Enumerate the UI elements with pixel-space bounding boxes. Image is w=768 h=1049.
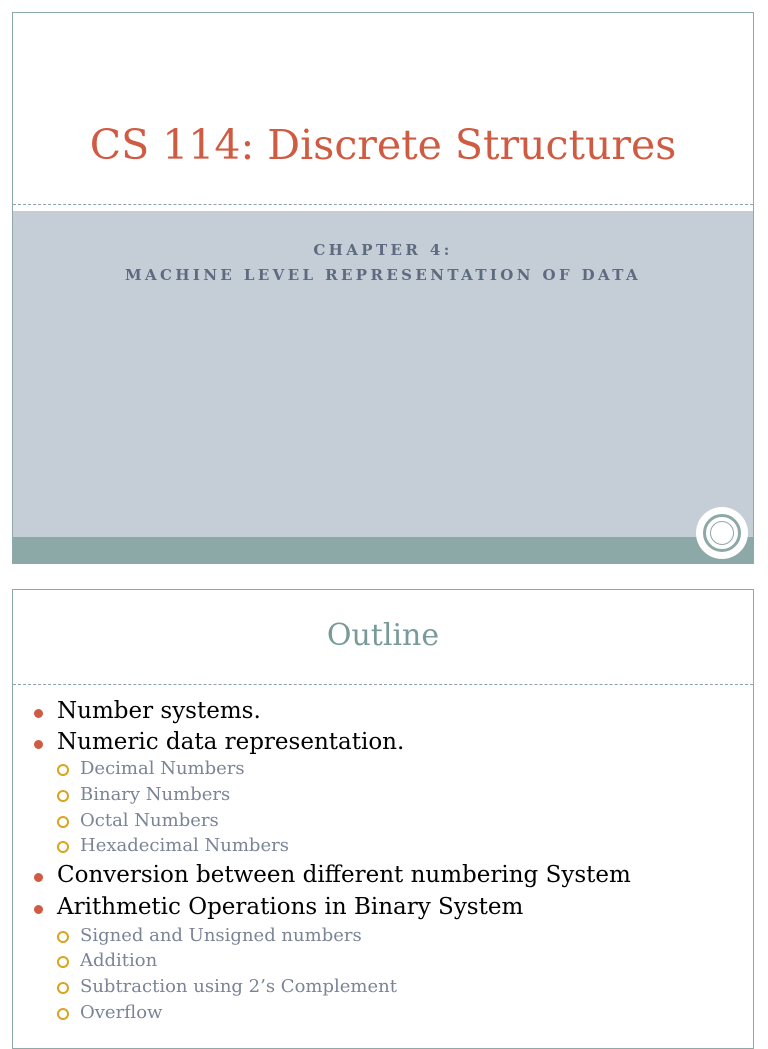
outline-item: Number systems. [57, 698, 261, 724]
title-slide [12, 12, 754, 564]
outline-item: Arithmetic Operations in Binary System [57, 894, 524, 920]
dashed-divider [13, 684, 753, 685]
outline-item: Numeric data representation. [57, 729, 405, 755]
chapter-label: CHAPTER 4: [313, 241, 453, 259]
outline-item: Conversion between different numbering System [57, 862, 631, 888]
outline-subitem: Binary Numbers [80, 784, 231, 805]
outline-subitem: Subtraction using 2’s Complement [80, 976, 397, 997]
outline-subitem: Overflow [80, 1002, 163, 1023]
subtitle-band [13, 211, 753, 537]
outline-subitem: Hexadecimal Numbers [80, 835, 289, 856]
outline-subitem: Decimal Numbers [80, 758, 245, 779]
footer-band [13, 537, 753, 564]
outline-subitem: Octal Numbers [80, 810, 219, 831]
hollow-bullet-icon [57, 816, 69, 828]
bullet-dot-icon [34, 709, 43, 718]
outline-subitem: Signed and Unsigned numbers [80, 925, 362, 946]
title-area [13, 13, 753, 205]
hollow-bullet-icon [57, 982, 69, 994]
hollow-bullet-icon [57, 841, 69, 853]
dashed-divider [13, 204, 753, 205]
circle-ornament-icon [696, 507, 748, 559]
hollow-bullet-icon [57, 790, 69, 802]
chapter-subtitle: MACHINE LEVEL REPRESENTATION OF DATA [124, 266, 642, 284]
outline-subitem: Addition [80, 950, 158, 971]
hollow-bullet-icon [57, 1008, 69, 1020]
outline-title: Outline [326, 618, 440, 653]
bullet-dot-icon [34, 873, 43, 882]
hollow-bullet-icon [57, 956, 69, 968]
outline-slide [12, 589, 754, 1049]
circle-ring [703, 514, 741, 552]
hollow-bullet-icon [57, 764, 69, 776]
bullet-dot-icon [34, 905, 43, 914]
circle-inner-ring [710, 521, 734, 545]
bullet-dot-icon [34, 740, 43, 749]
slide-title: CS 114: Discrete Structures [89, 121, 677, 169]
hollow-bullet-icon [57, 931, 69, 943]
